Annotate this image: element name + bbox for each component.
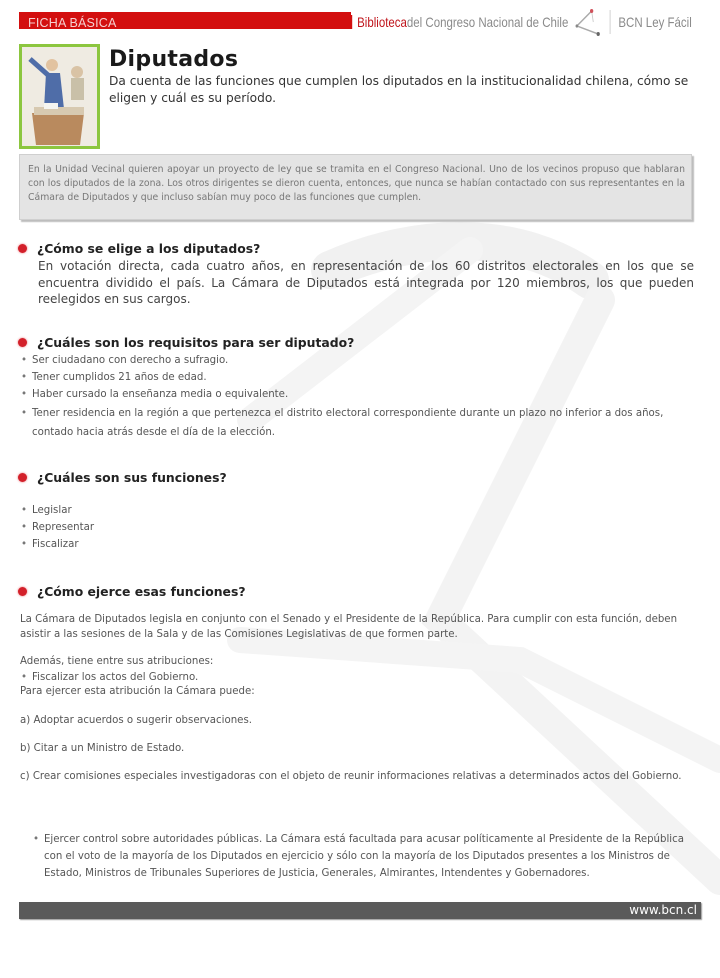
question-text: ¿Cuáles son sus funciones? [37,470,227,485]
bcn-logo-icon [573,8,603,36]
footer-url[interactable]: www.bcn.cl [629,903,697,917]
page-subtitle: Da cuenta de las funciones que cumplen los diputados en la institucionalidad chilena, cómo se eligen y cuál es su período. [109,74,689,105]
page-title: Diputados [109,47,239,72]
brand-red-square [344,15,352,29]
question-text: ¿Cómo se elige a los diputados? [37,241,261,256]
list-item: • Fiscalizar los actos del Gobierno. [19,671,198,686]
red-bullet-icon [18,338,27,347]
question-functions [18,470,227,485]
question-text: ¿Cómo ejerce esas funciones? [37,584,246,599]
option-c: c) Crear comisiones especiales investigadoras con el objeto de reunir informaciones relativas a determinados actos del Gobierno. [20,771,682,782]
question-requirements [18,335,354,350]
option-b: b) Citar a un Ministro de Estado. [20,743,185,754]
red-bullet-icon [18,244,27,253]
attribution-list-2 [19,832,703,882]
bcn-brand [344,8,692,36]
list-item: • Fiscalizar [19,536,94,553]
list-item: • Legislar [19,502,94,519]
functions-list [19,502,94,554]
list-item: • Tener residencia en la región a que pertenezca el distrito electoral correspondiente durante un plazo no inferior a dos años, contado hacia atrás desde el día de la elección. [19,404,691,442]
attributions-intro: Además, tiene entre sus atribuciones: [20,656,214,667]
scenario-box: En la Unidad Vecinal quieren apoyar un proyecto de ley que se tramita en el Congreso Nacional. Uno de los vecinos propuso que hablaran con los diputados de la zona. Los otros dirigentes se dieron cuenta, entonces, que nunca se habían contactado con sus representantes en la Cámara de Diputados y que incluso sabían muy poco de las funciones que cumplen. [19,154,692,220]
list-item: • Representar [19,519,94,536]
brand-separator [609,10,610,34]
deputy-illustration [19,44,100,149]
answer-how-elected: En votación directa, cada cuatro años, en representación de los 60 distritos electorales en los que se encuentra dividido el país. La Cámara de Diputados está integrada por 120 miembros, los que pueden reelegidos en sus cargos. [38,259,694,307]
brand-highlight: Biblioteca [357,14,407,30]
red-bullet-icon [18,587,27,596]
list-item: • Tener cumplidos 21 años de edad. [19,369,691,386]
requirements-list [19,352,691,442]
section-label: FICHA BÁSICA [28,16,117,30]
exercise-body: La Cámara de Diputados legisla en conjunto con el Senado y el Presidente de la República. Para cumplir con esta función, deben asistir a las sesiones de la Sala y de las Comisiones Legislativas de que formen parte. [20,614,678,640]
footer-bar [19,902,701,919]
attribution-1-lead: Para ejercer esta atribución la Cámara puede: [20,686,255,697]
question-how-exercise [18,584,246,599]
attribution-list-1 [19,671,198,686]
option-a: a) Adoptar acuerdos o sugerir observaciones. [20,715,252,726]
question-how-elected [18,241,260,256]
product-name: BCN Ley Fácil [618,14,692,30]
brand-name: del Congreso Nacional de Chile [406,14,569,30]
list-item: • Ejercer control sobre autoridades públicas. La Cámara está facultada para acusar políticamente al Presidente de la República con el voto de la mayoría de los Diputados en ejercicio y sólo con la mayoría de los Diputados presentes a los Ministros de Estado, Ministros de Tribunales Superiores de Justicia, Generales, Almirantes, Intendentes y Gobernadores. [31,832,703,882]
list-item: • Haber cursado la enseñanza media o equivalente. [19,386,691,403]
red-bullet-icon [18,473,27,482]
section-label-bar [19,12,351,29]
list-item: • Ser ciudadano con derecho a sufragio. [19,352,691,369]
question-text: ¿Cuáles son los requisitos para ser diputado? [37,335,355,350]
